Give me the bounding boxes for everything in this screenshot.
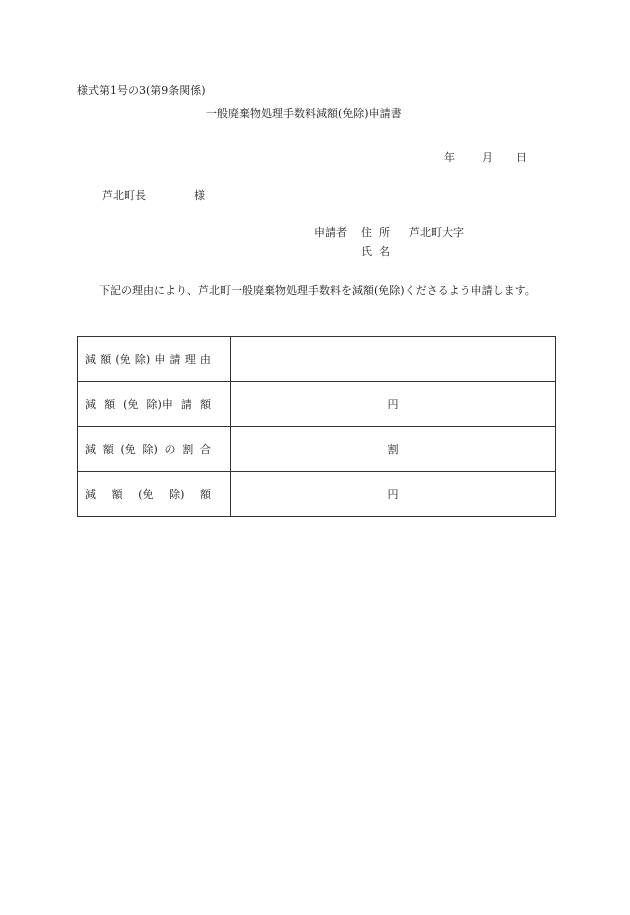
row-value-amount[interactable]: 円	[231, 472, 556, 517]
row-label-char: (免	[115, 353, 131, 366]
row-label-text	[85, 486, 211, 502]
row-label-char: 額	[199, 488, 211, 501]
row-label-char: 除)申	[146, 398, 173, 411]
table-row	[78, 382, 556, 427]
row-label-char: 額	[100, 353, 112, 366]
row-label-char: (免	[138, 488, 154, 501]
row-value-ratio[interactable]: 割	[231, 427, 556, 472]
row-label-requested-amount	[78, 382, 231, 427]
row-label-char: 合	[200, 443, 211, 456]
row-label-char: 額	[102, 443, 114, 456]
reduction-table	[77, 336, 556, 517]
address-value: 芦北町大字	[409, 226, 464, 239]
row-label-char: 減	[85, 353, 96, 366]
row-label-char: 除)	[169, 488, 185, 501]
name-label: 氏名	[361, 245, 397, 258]
row-label-char: 割	[182, 443, 194, 456]
row-label-amount	[78, 472, 231, 517]
row-label-char: 理	[184, 353, 196, 366]
row-label-char: 減	[85, 488, 96, 501]
row-label-char: 額	[104, 398, 116, 411]
row-label-char: 額	[111, 488, 123, 501]
date-month-label: 月	[482, 151, 493, 164]
table-row	[78, 427, 556, 472]
applicant-label: 申請者	[314, 226, 347, 239]
row-label-char: 由	[199, 353, 211, 366]
row-label-char: 請	[169, 353, 181, 366]
row-label-reason	[78, 337, 231, 382]
addressee-name: 芦北町長	[102, 189, 146, 202]
row-label-text	[85, 351, 211, 367]
row-label-char: (免	[123, 398, 139, 411]
addressee-honorific: 様	[194, 189, 205, 202]
date-year-label: 年	[444, 151, 455, 164]
row-label-ratio	[78, 427, 231, 472]
document-title: 一般廃棄物処理手数料減額(免除)申請書	[206, 107, 402, 120]
address-label: 住所	[361, 226, 397, 239]
row-label-char: (免	[120, 443, 136, 456]
form-number: 様式第1号の3(第9条関係)	[77, 84, 206, 97]
row-label-char: 申	[154, 353, 166, 366]
row-label-text	[85, 441, 211, 457]
row-value-requested-amount[interactable]: 円	[231, 382, 556, 427]
row-label-text	[85, 396, 211, 412]
row-label-char: 除)	[134, 353, 151, 366]
row-label-char: 額	[199, 398, 211, 411]
table-row	[78, 472, 556, 517]
row-label-char: 請	[180, 398, 192, 411]
date-day-label: 日	[516, 151, 527, 164]
row-label-char: 除)	[142, 443, 158, 456]
row-label-char: の	[164, 443, 176, 456]
application-statement: 下記の理由により、芦北町一般廃棄物処理手数料を減額(免除)くださるよう申請します。	[99, 284, 536, 297]
row-label-char: 減	[85, 398, 96, 411]
row-value-reason[interactable]	[231, 337, 556, 382]
row-label-char: 減	[85, 443, 96, 456]
table-row	[78, 337, 556, 382]
